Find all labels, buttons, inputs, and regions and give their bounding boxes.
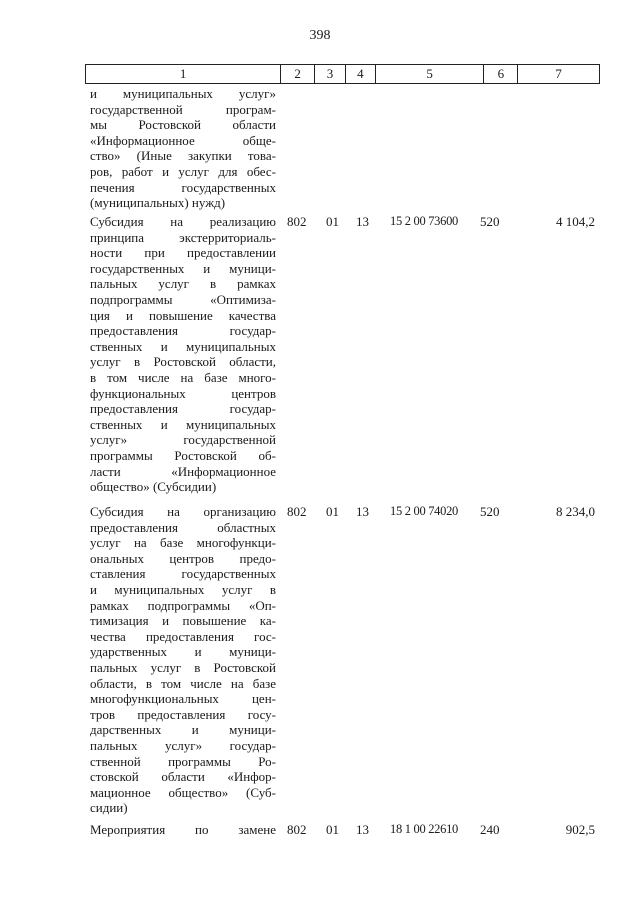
description-line: функциональных центров	[90, 385, 276, 401]
description-line: ставления государственных	[90, 566, 276, 582]
description-line: ция и повышение качества	[90, 307, 276, 323]
cell-section-code: 01	[326, 214, 339, 229]
description-line: чества предоставления гос-	[90, 628, 276, 644]
description-line: предоставления государ-	[90, 401, 276, 417]
row-description	[90, 822, 276, 838]
description-line: ственной программы Ро-	[90, 753, 276, 769]
header-col-7: 7	[555, 66, 562, 81]
description-line: в том числе на базе много-	[90, 369, 276, 385]
description-line: многофункциональных цен-	[90, 691, 276, 707]
description-line: ственных и муниципальных	[90, 416, 276, 432]
description-line: ласти «Информационное	[90, 463, 276, 479]
description-line: пальных услуг в Ростовской	[90, 659, 276, 675]
description-line: общество» (Субсидии)	[90, 479, 217, 495]
description-line: Субсидия на реализацию	[90, 214, 276, 229]
description-line: ственных и муниципальных	[90, 338, 276, 354]
page-number: 398	[309, 28, 331, 43]
cell-amount: 4 104,2	[556, 214, 595, 229]
description-line: и муниципальных услуг»	[90, 86, 276, 101]
cell-expense-type: 520	[480, 504, 500, 519]
description-line: и муниципальных услуг в	[90, 581, 276, 597]
description-line: услуг в Ростовской области,	[90, 354, 276, 370]
row-description	[90, 214, 276, 495]
description-line: государственных и муници-	[90, 260, 276, 276]
description-line: тимизация и повышение ка-	[90, 613, 276, 629]
cell-section-code: 01	[326, 504, 339, 519]
description-line: пальных услуг в рамках	[90, 276, 276, 292]
description-line: услуг на базе многофункци-	[90, 535, 276, 551]
cell-ministry-code: 802	[287, 214, 307, 229]
description-line: стовской области «Инфор-	[90, 769, 276, 785]
cell-amount: 8 234,0	[556, 504, 595, 519]
description-line: государственной програм-	[90, 101, 276, 117]
description-line: пальных услуг» государ-	[90, 737, 276, 753]
row-description	[90, 86, 276, 211]
cell-section-code: 01	[326, 822, 339, 837]
description-line: сидии)	[90, 800, 128, 816]
table-header-row	[85, 64, 600, 84]
header-col-1: 1	[86, 65, 281, 83]
cell-subsection-code: 13	[356, 822, 369, 837]
description-line: рамках подпрограммы «Оп-	[90, 597, 276, 613]
description-line: (муниципальных) нужд)	[90, 195, 226, 211]
header-col-2: 2	[281, 65, 315, 83]
cell-expense-type: 240	[480, 822, 500, 837]
header-col-4: 4	[346, 65, 376, 83]
cell-ministry-code: 802	[287, 504, 307, 519]
description-line: принципа экстерриториаль-	[90, 229, 276, 245]
description-line: услуг» государственной	[90, 432, 276, 448]
description-line: мы Ростовской области	[90, 117, 276, 133]
description-line: подпрограммы «Оптимиза-	[90, 291, 276, 307]
description-line: области, в том числе на базе	[90, 675, 276, 691]
cell-target-article: 18 1 00 22610	[390, 822, 458, 836]
description-line: мационное общество» (Суб-	[90, 784, 276, 800]
header-col-3: 3	[315, 65, 346, 83]
cell-expense-type: 520	[480, 214, 500, 229]
cell-subsection-code: 13	[356, 504, 369, 519]
description-line: ство» (Иные закупки това-	[90, 148, 276, 164]
description-line: программы Ростовской об-	[90, 447, 276, 463]
description-line: Субсидия на организацию	[90, 504, 276, 519]
header-col-5: 5	[376, 65, 485, 83]
description-line: ударственных и муници-	[90, 644, 276, 660]
description-line: ров, работ и услуг для обес-	[90, 163, 276, 179]
description-line: печения государственных	[90, 179, 276, 195]
description-line: Мероприятия по замене	[90, 822, 276, 837]
cell-target-article: 15 2 00 73600	[390, 214, 458, 228]
description-line: предоставления областных	[90, 519, 276, 535]
description-line: тров предоставления госу-	[90, 706, 276, 722]
description-line: дарственных и муници-	[90, 722, 276, 738]
description-line: «Информационное обще-	[90, 132, 276, 148]
row-description	[90, 504, 276, 816]
cell-amount: 902,5	[565, 822, 595, 837]
description-line: предоставления государ-	[90, 323, 276, 339]
header-col-6: 6	[484, 65, 518, 83]
description-line: ональных центров предо-	[90, 550, 276, 566]
cell-target-article: 15 2 00 74020	[390, 504, 458, 518]
description-line: ности при предоставлении	[90, 245, 276, 261]
cell-subsection-code: 13	[356, 214, 369, 229]
cell-ministry-code: 802	[287, 822, 307, 837]
